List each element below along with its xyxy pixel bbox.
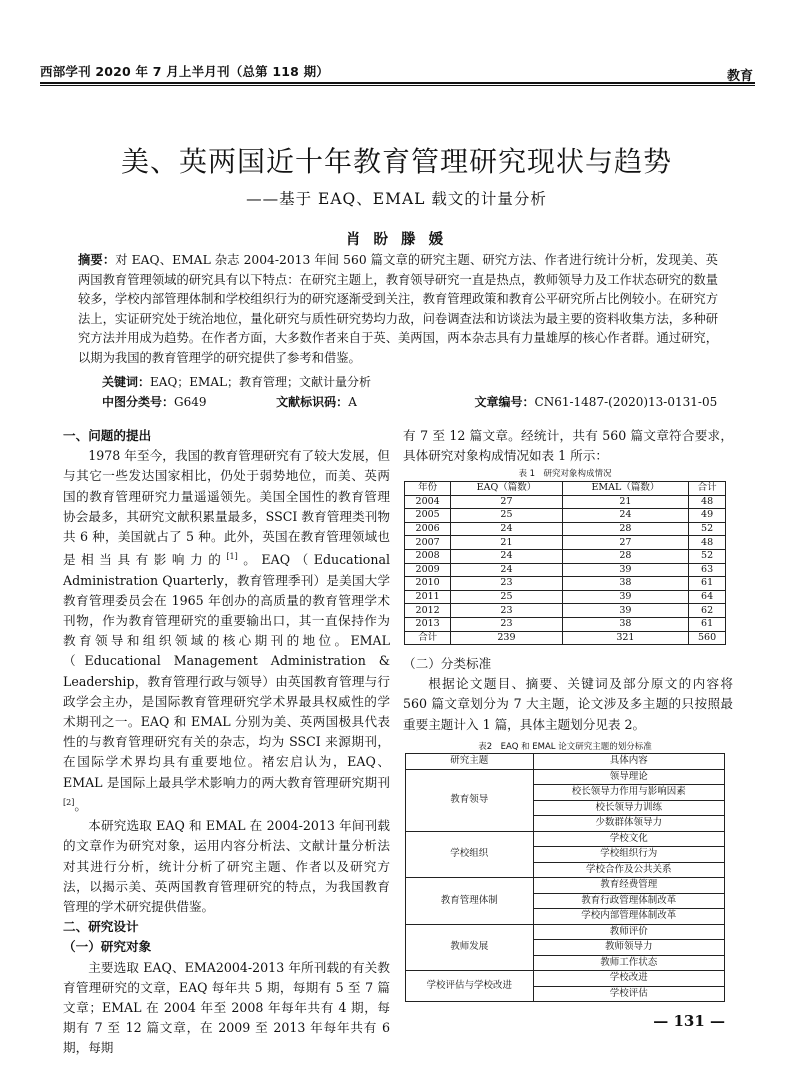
table1-header-cell: EAQ（篇数）: [451, 482, 562, 496]
table-cell: 2007: [405, 536, 451, 550]
table-row: [405, 577, 726, 591]
table-cell: 合计: [405, 631, 451, 645]
content-cell: 学校改进: [533, 971, 724, 987]
table-cell: 21: [451, 536, 562, 550]
content-cell: 教育经费管理: [533, 878, 724, 894]
header-rule-thick: [40, 82, 755, 84]
subsection-heading-1: （一）研究对象: [63, 939, 152, 955]
content-cell: 学校内部管理体制改革: [533, 909, 724, 925]
table-cell: 2011: [405, 590, 451, 604]
table-cell: 24: [562, 509, 689, 523]
table-row: [405, 522, 726, 536]
table-cell: 52: [689, 522, 726, 536]
table-row: [406, 831, 725, 847]
paragraph-continued: 有 7 至 12 篇文章。经统计，共有 560 篇文章符合要求，具体研究对象构成情况如表 1 所示：: [403, 428, 733, 464]
keywords-text: EAQ；EMAL；教育管理；文献计量分析: [150, 375, 371, 389]
table-row: [405, 604, 726, 618]
table-cell: 24: [451, 563, 562, 577]
table-cell: 23: [451, 617, 562, 631]
table-cell: 25: [451, 590, 562, 604]
table1-header-cell: EMAL（篇数）: [562, 482, 689, 496]
journal-header: 西部学刊 2020 年 7 月上半月刊（总第 118 期）: [40, 64, 329, 79]
table2: [405, 753, 725, 1002]
table-cell: 24: [451, 549, 562, 563]
content-cell: 领导理论: [533, 769, 724, 785]
table-row: [405, 536, 726, 550]
right-column-middle: [403, 654, 733, 735]
table-cell: 560: [689, 631, 726, 645]
clc-label: 中图分类号：: [102, 395, 175, 409]
table-row: [406, 769, 725, 785]
section-heading-1: 一、问题的提出: [63, 428, 152, 443]
table-cell: 2004: [405, 495, 451, 509]
table-cell: 52: [689, 549, 726, 563]
content-cell: 学校组织行为: [533, 847, 724, 863]
abstract: [78, 251, 718, 368]
header-rule-thin: [40, 85, 755, 86]
paragraph-2: 本研究选取 EAQ 和 EMAL 在 2004-2013 年间刊载的文章作为研究对象，运用内容分析法、文献计量分析法对其进行分析，统计分析了研究主题、作者以及研究方法，以揭示美、英两国教育管理研究的特点，为我国教育管理的学术研究提供借鉴。: [63, 818, 390, 915]
table-cell: 28: [562, 522, 689, 536]
table1-header-cell: 年份: [405, 482, 451, 496]
abstract-text: 对 EAQ、EMAL 杂志 2004-2013 年间 560 篇文章的研究主题、研究方法、作者进行统计分析，发现美、英两国教育管理领域的研究具有以下特点：在研究主题上，教育领导研究一直是热点，教师领导力及工作状态研究的数量较多，学校内部管理体制和学校组织行为的研究逐渐受到关注，教育管理政策和教育公平研究所占比例较小。在研究方法上，实证研究处于统治地位，量化研究与质性研究势均力敌，问卷调查法和访谈法为最主要的资料收集方法，多种研究方法并用成为趋势。在作者方面，大多数作者来自于英、美两国，两本杂志具有力量雄厚的核心作者群。通过研究，以期为我国的教育管理学的研究提供了参考和借鉴。: [78, 253, 718, 365]
article-id-value: CN61-1487-(2020)13-0131-05: [534, 395, 718, 409]
table-cell: 39: [562, 604, 689, 618]
table-cell: 61: [689, 577, 726, 591]
paragraph-1: [63, 446, 390, 816]
table-cell: 23: [451, 577, 562, 591]
table-row: [405, 495, 726, 509]
table-row: [406, 878, 725, 894]
table-cell: 24: [451, 522, 562, 536]
content-cell: 教育行政管理体制改革: [533, 893, 724, 909]
table-cell: 38: [562, 577, 689, 591]
classification-line: [102, 393, 722, 410]
table-cell: 39: [562, 563, 689, 577]
content-cell: 教师工作状态: [533, 955, 724, 971]
page-number: — 131 —: [653, 1012, 725, 1030]
table-cell: 21: [562, 495, 689, 509]
table-cell: 2009: [405, 563, 451, 577]
table2-header-cell: 研究主题: [406, 754, 534, 770]
table-cell: 2006: [405, 522, 451, 536]
doc-code-label: 文献标识码：: [276, 395, 349, 409]
table-cell: 2013: [405, 617, 451, 631]
table-row: [405, 563, 726, 577]
table-cell: 239: [451, 631, 562, 645]
table-cell: 61: [689, 617, 726, 631]
right-column-top: [403, 426, 733, 466]
table2-header-row: [406, 754, 725, 770]
table1-caption: 表 1 研究对象构成情况: [518, 469, 612, 479]
table-row: [405, 549, 726, 563]
table-cell: 63: [689, 563, 726, 577]
table-cell: 48: [689, 495, 726, 509]
citation-2: [2]: [63, 797, 75, 807]
table-cell: 39: [562, 590, 689, 604]
paragraph-3: 主要选取 EAQ、EMA2004-2013 年所刊载的有关教育管理研究的文章，EAQ 每年共 5 期，每期有 5 至 7 篇文章；EMAL 在 2004 年至 2008 年每年共有 4 期，每期有 7 至 12 篇文章，在 2009 至 2013 年每年共有 6 期，每期: [63, 959, 390, 1056]
keywords-label: 关键词：: [102, 375, 151, 389]
table-cell: 49: [689, 509, 726, 523]
table-cell: 2012: [405, 604, 451, 618]
table-cell: 2010: [405, 577, 451, 591]
citation-1: [1]: [226, 552, 238, 562]
section-label: 教育: [726, 69, 753, 84]
keywords: [102, 373, 371, 390]
table1-header-row: [405, 482, 726, 496]
table2-header-cell: 具体内容: [533, 754, 724, 770]
table-row: [405, 631, 726, 645]
content-cell: 学校评估: [533, 986, 724, 1002]
table1-body: [405, 495, 726, 645]
table-cell: 27: [562, 536, 689, 550]
table-row: [405, 590, 726, 604]
table-row: [405, 617, 726, 631]
content-cell: 学校合作及公共关系: [533, 862, 724, 878]
table2-body: [406, 769, 725, 1002]
table-cell: 25: [451, 509, 562, 523]
topic-cell: 学校组织: [406, 831, 534, 878]
doc-code-value: A: [348, 395, 357, 409]
content-cell: 校长领导力作用与影响因素: [533, 785, 724, 801]
table-cell: 48: [689, 536, 726, 550]
article-subtitle: ——基于 EAQ、EMAL 载文的计量分析: [246, 190, 547, 208]
table-cell: 27: [451, 495, 562, 509]
subsection-heading-2: （二）分类标准: [403, 656, 492, 671]
table-row: [405, 509, 726, 523]
clc-value: G649: [174, 395, 207, 409]
paragraph-1-end: 。: [74, 798, 87, 814]
authors: 肖 盼 滕 媛: [345, 231, 448, 248]
content-cell: 校长领导力训练: [533, 800, 724, 816]
paragraph-1-text: 1978 年至今，我国的教育管理研究有了较大发展，但与其它一些发达国家相比，仍处于弱势地位，而美、英两国的教育管理研究力量遥遥领先。美国全国性的教育管理协会最多，其研究文献积累量最多，SSCI 教育管理类刊物共 6 种，美国就占了 5 种。此外，英国在教育管理领域也是相当具有影响力的: [63, 448, 390, 568]
table-cell: 2005: [405, 509, 451, 523]
table-cell: 2008: [405, 549, 451, 563]
topic-cell: 教师发展: [406, 924, 534, 971]
table-row: [406, 924, 725, 940]
table-cell: 64: [689, 590, 726, 604]
table-cell: 28: [562, 549, 689, 563]
paragraph-4: 根据论文题目、摘要、关键词及部分原文的内容将 560 篇文章划分为 7 大主题，论文涉及多主题的只按照最重要主题计入 1 篇，具体主题划分见表 2。: [403, 676, 733, 732]
topic-cell: 教育领导: [406, 769, 534, 831]
content-cell: 学校文化: [533, 831, 724, 847]
table-cell: 321: [562, 631, 689, 645]
article-title: 美、英两国近十年教育管理研究现状与趋势: [120, 145, 672, 178]
content-cell: 教师评价: [533, 924, 724, 940]
table1-header-cell: 合计: [689, 482, 726, 496]
paragraph-1-text-b: 。EAQ（Educational Administration Quarterly，教育管理季刊）是美国大学教育管理委员会在 1965 年创办的高质量的教育管理学术刊物，作为教育管理研究的重要输出口，其一直保持作为教育领导和组织领域的核心期刊的地位。EMAL（Educational Management Administration & Leadership，教育管理行政与领导）由英国教育管理与行政学会主办，是国际教育管理研究学术界最具权威性的学术期刊之一。EAQ 和 EMAL 分别为美、英两国极具代表性的与教育管理研究有关的杂志，均为 SSCI 来源期刊，在国际学术界均具有重要地位。褚宏启认为，EAQ、EMAL 是国际上最具学术影响力的两大教育管理研究期刊: [63, 552, 390, 790]
left-column: [63, 426, 390, 1059]
table1: [404, 481, 726, 645]
table-row: [406, 971, 725, 987]
section-heading-2: 二、研究设计: [63, 919, 139, 935]
table-cell: 38: [562, 617, 689, 631]
table2-caption: 表2 EAQ 和 EMAL 论文研究主题的划分标准: [478, 742, 652, 752]
topic-cell: 教育管理体制: [406, 878, 534, 925]
content-cell: 教师领导力: [533, 940, 724, 956]
article-id-label: 文章编号：: [474, 395, 535, 409]
content-cell: 少数群体领导力: [533, 816, 724, 832]
table-cell: 23: [451, 604, 562, 618]
topic-cell: 学校评估与学校改进: [406, 971, 534, 1002]
abstract-label: 摘要：: [78, 253, 116, 267]
table-cell: 62: [689, 604, 726, 618]
